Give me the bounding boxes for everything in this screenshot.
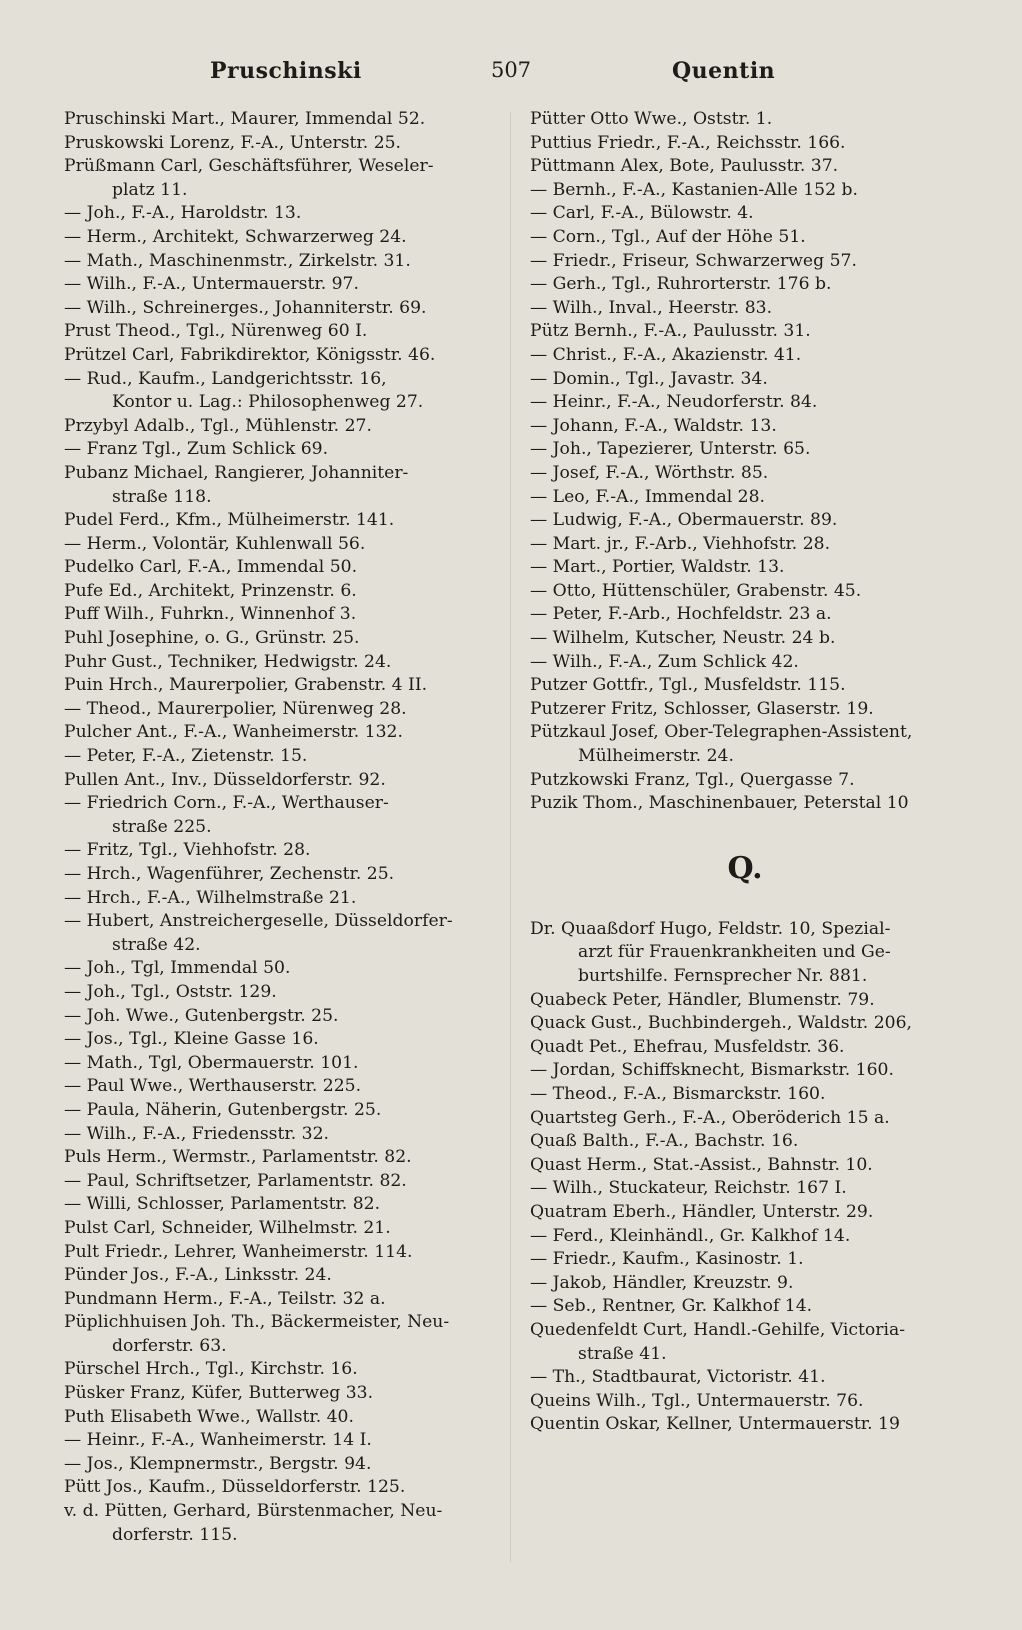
directory-entry-line: — Heinr., F.-A., Neudorferstr. 84. bbox=[530, 392, 818, 413]
directory-entry-line: Puttius Friedr., F.-A., Reichsstr. 166. bbox=[530, 132, 846, 153]
directory-entry-line: Pundmann Herm., F.-A., Teilstr. 32 a. bbox=[64, 1288, 386, 1309]
directory-entry-line: — Christ., F.-A., Akazienstr. 41. bbox=[530, 344, 802, 365]
directory-entry-line: — Mart. jr., F.-Arb., Viehhofstr. 28. bbox=[530, 533, 831, 554]
directory-entry-line: dorferstr. 115. bbox=[112, 1524, 238, 1545]
directory-entry-line: Prüßmann Carl, Geschäftsführer, Weseler- bbox=[64, 156, 434, 177]
right-column-entries-q bbox=[530, 918, 960, 1437]
directory-entry-line: Pulcher Ant., F.-A., Wanheimerstr. 132. bbox=[64, 722, 403, 743]
directory-entry-line: — Joh., Tgl., Oststr. 129. bbox=[64, 981, 277, 1002]
directory-entry-line: — Wilh., F.-A., Zum Schlick 42. bbox=[530, 651, 799, 672]
directory-entry-line: — Willi, Schlosser, Parlamentstr. 82. bbox=[64, 1194, 381, 1215]
directory-entry-line: Quartsteg Gerh., F.-A., Oberöderich 15 a. bbox=[530, 1107, 890, 1128]
directory-entry-line: Püplichhuisen Joh. Th., Bäckermeister, Neu- bbox=[64, 1312, 450, 1333]
directory-entry-line: — Wilhelm, Kutscher, Neustr. 24 b. bbox=[530, 628, 836, 649]
directory-entry-line: Pütt Jos., Kaufm., Düsseldorferstr. 125. bbox=[64, 1477, 406, 1498]
directory-entry-line: — Bernh., F.-A., Kastanien-Alle 152 b. bbox=[530, 179, 858, 200]
directory-entry-line: — Hrch., Wagenführer, Zechenstr. 25. bbox=[64, 864, 395, 884]
directory-entry-line: straße 41. bbox=[578, 1343, 667, 1364]
page-header bbox=[0, 58, 1022, 94]
directory-entry-line: — Paul Wwe., Werthauserstr. 225. bbox=[64, 1076, 362, 1097]
directory-entry-line: Puff Wilh., Fuhrkn., Winnenhof 3. bbox=[64, 604, 357, 625]
directory-entry-line: Puhr Gust., Techniker, Hedwigstr. 24. bbox=[64, 651, 392, 672]
directory-entry-line: burtshilfe. Fernsprecher Nr. 881. bbox=[578, 966, 868, 986]
directory-entry-line: — Theod., F.-A., Bismarckstr. 160. bbox=[530, 1083, 826, 1104]
directory-entry-line: Pubanz Michael, Rangierer, Johanniter- bbox=[64, 462, 409, 483]
directory-entry-line: — Wilh., F.-A., Friedensstr. 32. bbox=[64, 1123, 329, 1144]
directory-entry-line: Putzer Gottfr., Tgl., Musfeldstr. 115. bbox=[530, 675, 846, 696]
running-head-right: Quentin bbox=[672, 58, 776, 84]
directory-entry-line: — Wilh., F.-A., Untermauerstr. 97. bbox=[64, 274, 359, 295]
directory-entry-line: — Mart., Portier, Waldstr. 13. bbox=[530, 557, 785, 578]
directory-entry-line: Pünder Jos., F.-A., Linksstr. 24. bbox=[64, 1265, 332, 1286]
directory-entry-line: — Joh., F.-A., Haroldstr. 13. bbox=[64, 203, 302, 224]
directory-entry-line: — Franz Tgl., Zum Schlick 69. bbox=[64, 439, 329, 460]
directory-entry-line: Puin Hrch., Maurerpolier, Grabenstr. 4 II. bbox=[64, 675, 428, 696]
directory-entry-line: Mülheimerstr. 24. bbox=[578, 746, 734, 767]
directory-entry-line: Pulst Carl, Schneider, Wilhelmstr. 21. bbox=[64, 1217, 391, 1238]
right-column-entries-p bbox=[530, 108, 960, 816]
directory-entry-line: Pudelko Carl, F.-A., Immendal 50. bbox=[64, 557, 358, 578]
directory-entry-line: Puth Elisabeth Wwe., Wallstr. 40. bbox=[64, 1406, 354, 1427]
directory-entry-line: — Hrch., F.-A., Wilhelmstraße 21. bbox=[64, 887, 357, 908]
directory-entry-line: — Joh. Wwe., Gutenbergstr. 25. bbox=[64, 1005, 339, 1026]
left-column bbox=[64, 108, 494, 1547]
directory-entry-line: dorferstr. 63. bbox=[112, 1335, 227, 1356]
directory-entry-line: Pütz Bernh., F.-A., Paulusstr. 31. bbox=[530, 321, 811, 342]
directory-entry-line: Pruskowski Lorenz, F.-A., Unterstr. 25. bbox=[64, 132, 402, 153]
directory-entry-line: — Jordan, Schiffsknecht, Bismarkstr. 160. bbox=[530, 1060, 894, 1081]
directory-entry-line: — Corn., Tgl., Auf der Höhe 51. bbox=[530, 226, 806, 247]
directory-entry-line: — Johann, F.-A., Waldstr. 13. bbox=[530, 415, 777, 436]
directory-entry-line: — Peter, F.-A., Zietenstr. 15. bbox=[64, 746, 308, 767]
directory-entry-line: — Gerh., Tgl., Ruhrorterstr. 176 b. bbox=[530, 274, 832, 295]
directory-entry-line: straße 118. bbox=[112, 486, 212, 507]
directory-entry-line: v. d. Pütten, Gerhard, Bürstenmacher, Neu- bbox=[64, 1501, 443, 1522]
directory-entry-line: Prützel Carl, Fabrikdirektor, Königsstr. 46. bbox=[64, 344, 436, 365]
directory-entry-line: Prust Theod., Tgl., Nürenweg 60 I. bbox=[64, 321, 368, 342]
directory-entry-line: Pullen Ant., Inv., Düsseldorferstr. 92. bbox=[64, 769, 386, 790]
directory-entry-line: — Ludwig, F.-A., Obermauerstr. 89. bbox=[530, 510, 838, 531]
directory-entry-line: Püsker Franz, Küfer, Butterweg 33. bbox=[64, 1383, 374, 1404]
directory-entry-line: — Ferd., Kleinhändl., Gr. Kalkhof 14. bbox=[530, 1225, 851, 1246]
directory-entry-line: — Wilh., Inval., Heerstr. 83. bbox=[530, 297, 773, 318]
directory-entry-line: — Friedr., Friseur, Schwarzerweg 57. bbox=[530, 250, 857, 271]
directory-entry-line: Pürschel Hrch., Tgl., Kirchstr. 16. bbox=[64, 1359, 358, 1380]
directory-entry-line: — Jos., Tgl., Kleine Gasse 16. bbox=[64, 1029, 319, 1050]
directory-entry-line: — Math., Maschinenmstr., Zirkelstr. 31. bbox=[64, 250, 411, 271]
directory-entry-line: — Hubert, Anstreichergeselle, Düsseldorfer- bbox=[64, 911, 453, 932]
directory-entry-line: — Wilh., Stuckateur, Reichstr. 167 I. bbox=[530, 1178, 847, 1199]
directory-entry-line: — Paul, Schriftsetzer, Parlamentstr. 82. bbox=[64, 1170, 407, 1191]
directory-entry-line: Puls Herm., Wermstr., Parlamentstr. 82. bbox=[64, 1147, 412, 1168]
directory-entry-line: — Joh., Tgl, Immendal 50. bbox=[64, 958, 291, 979]
directory-entry-line: Quedenfeldt Curt, Handl.-Gehilfe, Victoria- bbox=[530, 1319, 906, 1340]
section-letter: Q. bbox=[727, 850, 763, 886]
directory-entry-line: — Th., Stadtbaurat, Victoristr. 41. bbox=[530, 1367, 826, 1388]
directory-entry-line: Pufe Ed., Architekt, Prinzenstr. 6. bbox=[64, 580, 357, 601]
directory-entry-line: — Math., Tgl, Obermauerstr. 101. bbox=[64, 1052, 359, 1073]
directory-entry-line: Quaß Balth., F.-A., Bachstr. 16. bbox=[530, 1131, 799, 1152]
directory-entry-line: — Otto, Hüttenschüler, Grabenstr. 45. bbox=[530, 580, 862, 601]
running-head-left: Pruschinski bbox=[210, 58, 362, 84]
directory-entry-line: — Theod., Maurerpolier, Nürenweg 28. bbox=[64, 698, 407, 719]
page-number: 507 bbox=[490, 58, 532, 82]
directory-entry-line: — Herm., Volontär, Kuhlenwall 56. bbox=[64, 533, 366, 554]
directory-entry-line: Pult Friedr., Lehrer, Wanheimerstr. 114. bbox=[64, 1241, 413, 1262]
directory-entry-line: Pruschinski Mart., Maurer, Immendal 52. bbox=[64, 109, 426, 129]
directory-entry-line: — Joh., Tapezierer, Unterstr. 65. bbox=[530, 439, 811, 460]
directory-entry-line: Putzkowski Franz, Tgl., Quergasse 7. bbox=[530, 769, 855, 790]
directory-entry-line: Puhl Josephine, o. G., Grünstr. 25. bbox=[64, 628, 360, 649]
directory-entry-line: arzt für Frauenkrankheiten und Ge- bbox=[578, 942, 891, 963]
directory-entry-line: — Herm., Architekt, Schwarzerweg 24. bbox=[64, 226, 407, 247]
directory-entry-line: Przybyl Adalb., Tgl., Mühlenstr. 27. bbox=[64, 415, 372, 436]
directory-entry-line: — Domin., Tgl., Javastr. 34. bbox=[530, 368, 768, 389]
directory-entry-line: Pützkaul Josef, Ober-Telegraphen-Assistent, bbox=[530, 722, 913, 743]
directory-entry-line: — Rud., Kaufm., Landgerichtsstr. 16, bbox=[64, 368, 387, 389]
directory-entry-line: Quadt Pet., Ehefrau, Musfeldstr. 36. bbox=[530, 1036, 845, 1057]
directory-entry-line: Dr. Quaaßdorf Hugo, Feldstr. 10, Spezial- bbox=[530, 918, 891, 939]
directory-entry-line: — Jos., Klempnermstr., Bergstr. 94. bbox=[64, 1453, 372, 1474]
directory-entry-line: Quentin Oskar, Kellner, Untermauerstr. 19 bbox=[530, 1414, 900, 1435]
directory-entry-line: — Jakob, Händler, Kreuzstr. 9. bbox=[530, 1272, 794, 1293]
right-column bbox=[530, 108, 960, 1437]
directory-entry-line: straße 42. bbox=[112, 934, 201, 955]
directory-entry-line: Quack Gust., Buchbindergeh., Waldstr. 206, bbox=[530, 1013, 912, 1034]
directory-entry-line: — Heinr., F.-A., Wanheimerstr. 14 I. bbox=[64, 1430, 372, 1451]
directory-entry-line: — Carl, F.-A., Bülowstr. 4. bbox=[530, 203, 754, 224]
directory-entry-line: — Wilh., Schreinerges., Johanniterstr. 69. bbox=[64, 297, 427, 318]
directory-entry-line: Pütter Otto Wwe., Oststr. 1. bbox=[530, 109, 773, 129]
directory-entry-line: straße 225. bbox=[112, 816, 212, 837]
directory-entry-line: — Friedrich Corn., F.-A., Werthauser- bbox=[64, 793, 389, 814]
directory-entry-line: — Leo, F.-A., Immendal 28. bbox=[530, 486, 766, 507]
directory-entry-line: Putzerer Fritz, Schlosser, Glaserstr. 19. bbox=[530, 698, 874, 719]
directory-entry-line: — Seb., Rentner, Gr. Kalkhof 14. bbox=[530, 1296, 813, 1317]
directory-entry-line: — Peter, F.-Arb., Hochfeldstr. 23 a. bbox=[530, 604, 832, 625]
directory-entry-line: — Fritz, Tgl., Viehhofstr. 28. bbox=[64, 840, 311, 861]
directory-entry-line: Puzik Thom., Maschinenbauer, Peterstal 10 bbox=[530, 793, 909, 814]
directory-entry-line: Quabeck Peter, Händler, Blumenstr. 79. bbox=[530, 989, 875, 1010]
directory-entry-line: Pudel Ferd., Kfm., Mülheimerstr. 141. bbox=[64, 510, 395, 531]
directory-entry-line: platz 11. bbox=[112, 179, 188, 200]
directory-entry-line: Queins Wilh., Tgl., Untermauerstr. 76. bbox=[530, 1390, 864, 1411]
column-divider bbox=[510, 112, 511, 1562]
directory-entry-line: Kontor u. Lag.: Philosophenweg 27. bbox=[112, 392, 424, 413]
directory-entry-line: — Friedr., Kaufm., Kasinostr. 1. bbox=[530, 1249, 804, 1270]
directory-entry-line: Quast Herm., Stat.-Assist., Bahnstr. 10. bbox=[530, 1154, 873, 1175]
directory-entry-line: — Paula, Näherin, Gutenbergstr. 25. bbox=[64, 1099, 382, 1120]
directory-entry-line: Püttmann Alex, Bote, Paulusstr. 37. bbox=[530, 156, 839, 177]
directory-entry-line: — Josef, F.-A., Wörthstr. 85. bbox=[530, 462, 769, 483]
directory-entry-line: Quatram Eberh., Händler, Unterstr. 29. bbox=[530, 1201, 874, 1222]
